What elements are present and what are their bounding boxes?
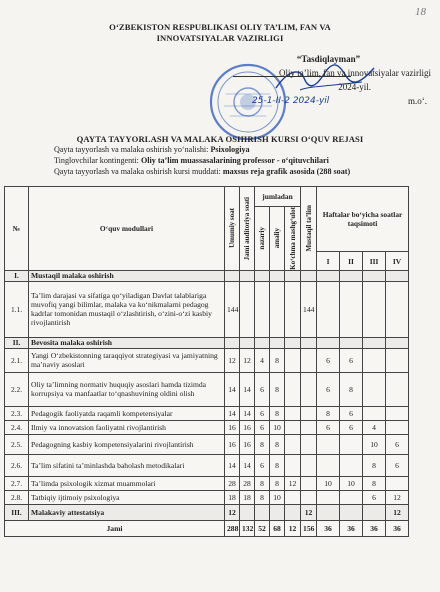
cell-must bbox=[301, 434, 317, 454]
cell-w4: 6 bbox=[386, 434, 409, 454]
cell-kochma bbox=[285, 454, 301, 476]
header-practical bbox=[270, 207, 285, 271]
cell-kochma: 12 bbox=[285, 520, 301, 536]
meta-contingent-value: Oliy ta’lim muassasalarining professor - o‘qituvchilari bbox=[140, 156, 329, 165]
cell-w2 bbox=[340, 434, 363, 454]
meta-contingent-label: Tinglovchilar kontingenti: bbox=[54, 156, 139, 165]
cell-total: 14 bbox=[225, 406, 240, 420]
cell-w4 bbox=[386, 337, 409, 348]
cell-w1 bbox=[317, 434, 340, 454]
cell-w3 bbox=[363, 504, 386, 520]
approval-position: Oliy ta’lim, fan va innovatsiyalar vazirligi bbox=[279, 68, 431, 78]
cell-kochma bbox=[285, 348, 301, 372]
cell-ama: 8 bbox=[270, 476, 285, 490]
cell-total: 12 bbox=[225, 348, 240, 372]
meta-duration-label: Qayta tayyorlash va malaka oshirish kursi muddati: bbox=[54, 167, 221, 176]
cell-total: 14 bbox=[225, 454, 240, 476]
meta-direction bbox=[54, 144, 350, 155]
row-number: 1.1. bbox=[5, 281, 29, 337]
header-visiting bbox=[285, 207, 301, 271]
header-week-4: IV bbox=[386, 252, 409, 271]
approval-year: 2024-yil. bbox=[338, 82, 371, 92]
cell-must bbox=[301, 420, 317, 434]
cell-ama: 10 bbox=[270, 420, 285, 434]
cell-w2 bbox=[340, 454, 363, 476]
header-theory-label: nazariy bbox=[258, 227, 266, 250]
cell-ama bbox=[270, 281, 285, 337]
cell-ama bbox=[270, 504, 285, 520]
cell-must bbox=[301, 270, 317, 281]
cell-aud bbox=[240, 270, 255, 281]
cell-w4: 12 bbox=[386, 490, 409, 504]
table-row bbox=[5, 434, 409, 454]
cell-naz: 8 bbox=[255, 490, 270, 504]
header-including: jumladan bbox=[255, 187, 301, 207]
cell-ama: 8 bbox=[270, 454, 285, 476]
cell-aud bbox=[240, 337, 255, 348]
cell-w4: 12 bbox=[386, 504, 409, 520]
row-number: 2.7. bbox=[5, 476, 29, 490]
cell-w3 bbox=[363, 406, 386, 420]
meta-direction-value: Psixologiya bbox=[210, 145, 250, 154]
table-row bbox=[5, 420, 409, 434]
handwritten-date: 25-1-II-2 2024-yil bbox=[252, 96, 330, 106]
cell-aud bbox=[240, 504, 255, 520]
ministry-header bbox=[0, 22, 440, 44]
table-row bbox=[5, 281, 409, 337]
row-number: 2.2. bbox=[5, 372, 29, 406]
cell-ama: 8 bbox=[270, 406, 285, 420]
cell-naz: 6 bbox=[255, 454, 270, 476]
cell-kochma bbox=[285, 372, 301, 406]
row-module-name: Tatbiqiy ijtimoiy psixologiya bbox=[29, 490, 225, 504]
row-module-name: Mustaqil malaka oshirish bbox=[29, 270, 225, 281]
cell-total bbox=[225, 337, 240, 348]
cell-aud: 132 bbox=[240, 520, 255, 536]
cell-w1: 10 bbox=[317, 476, 340, 490]
cell-ama: 8 bbox=[270, 372, 285, 406]
cell-w4: 6 bbox=[386, 454, 409, 476]
cell-kochma: 12 bbox=[285, 476, 301, 490]
row-number: 2.1. bbox=[5, 348, 29, 372]
cell-ama bbox=[270, 337, 285, 348]
cell-aud: 14 bbox=[240, 406, 255, 420]
section-row bbox=[5, 337, 409, 348]
header-week-1: I bbox=[317, 252, 340, 271]
cell-w3 bbox=[363, 372, 386, 406]
row-module-name: Bevosita malaka oshirish bbox=[29, 337, 225, 348]
meta-direction-label: Qayta tayyorlash va malaka oshirish yo‘nalishi: bbox=[54, 145, 209, 154]
cell-must: 12 bbox=[301, 504, 317, 520]
cell-must: 156 bbox=[301, 520, 317, 536]
row-number: 2.8. bbox=[5, 490, 29, 504]
cell-w4 bbox=[386, 348, 409, 372]
meta-contingent bbox=[54, 155, 350, 166]
cell-w2 bbox=[340, 490, 363, 504]
cell-w2 bbox=[340, 337, 363, 348]
cell-w2 bbox=[340, 504, 363, 520]
cell-total: 28 bbox=[225, 476, 240, 490]
cell-must bbox=[301, 476, 317, 490]
cell-naz: 6 bbox=[255, 420, 270, 434]
cell-naz bbox=[255, 281, 270, 337]
table-row bbox=[5, 406, 409, 420]
document-title: QAYTA TAYYORLASH VA MALAKA OSHIRISH KURSI O‘QUV REJASI bbox=[76, 134, 364, 144]
cell-aud: 12 bbox=[240, 348, 255, 372]
cell-w1 bbox=[317, 270, 340, 281]
row-number: 2.5. bbox=[5, 434, 29, 454]
row-name: Jami bbox=[5, 520, 225, 536]
header-auditorium bbox=[240, 187, 255, 271]
cell-ama: 68 bbox=[270, 520, 285, 536]
cell-naz bbox=[255, 270, 270, 281]
header-auditorium-label: Jami auditoriya soati bbox=[243, 196, 251, 261]
cell-w1 bbox=[317, 281, 340, 337]
header-num: № bbox=[5, 187, 29, 271]
table-row bbox=[5, 372, 409, 406]
header-independent bbox=[301, 187, 317, 271]
row-module-name: Yangi O‘zbekistonning taraqqiyot strategiyasi va jamiyatning ma’naviy asoslari bbox=[29, 348, 225, 372]
cell-total: 12 bbox=[225, 504, 240, 520]
table-row bbox=[5, 348, 409, 372]
cell-w1 bbox=[317, 454, 340, 476]
header-week-2: II bbox=[340, 252, 363, 271]
cell-aud: 18 bbox=[240, 490, 255, 504]
cell-w2: 8 bbox=[340, 372, 363, 406]
cell-kochma bbox=[285, 434, 301, 454]
approval-title: “Tasdiqlayman” bbox=[296, 54, 361, 64]
signature-line bbox=[233, 76, 351, 77]
header-weekly: Haftalar bo‘yicha soatlar taqsimoti bbox=[317, 187, 409, 252]
cell-ama: 8 bbox=[270, 348, 285, 372]
cell-w2: 6 bbox=[340, 406, 363, 420]
cell-kochma bbox=[285, 406, 301, 420]
cell-w4: 36 bbox=[386, 520, 409, 536]
meta-duration bbox=[54, 166, 350, 177]
header-theory bbox=[255, 207, 270, 271]
document-meta bbox=[54, 144, 350, 177]
cell-ama bbox=[270, 270, 285, 281]
cell-w1: 36 bbox=[317, 520, 340, 536]
cell-must: 144 bbox=[301, 281, 317, 337]
cell-naz bbox=[255, 337, 270, 348]
cell-total bbox=[225, 270, 240, 281]
cell-total: 18 bbox=[225, 490, 240, 504]
header-total-label: Umumiy soat bbox=[228, 208, 236, 249]
cell-w1: 6 bbox=[317, 348, 340, 372]
header-total bbox=[225, 187, 240, 271]
section-row bbox=[5, 270, 409, 281]
cell-total: 16 bbox=[225, 434, 240, 454]
cell-aud: 14 bbox=[240, 372, 255, 406]
header-modules: O‘quv modullari bbox=[29, 187, 225, 271]
header-visiting-label: Ko‘chma mashg‘ulot bbox=[288, 207, 297, 270]
cell-w3: 8 bbox=[363, 476, 386, 490]
row-number: 2.6. bbox=[5, 454, 29, 476]
cell-w1: 6 bbox=[317, 372, 340, 406]
cell-w2 bbox=[340, 270, 363, 281]
table-row bbox=[5, 476, 409, 490]
cell-naz: 52 bbox=[255, 520, 270, 536]
curriculum-table-body bbox=[5, 270, 409, 536]
cell-w3: 4 bbox=[363, 420, 386, 434]
cell-aud: 16 bbox=[240, 434, 255, 454]
cell-w3 bbox=[363, 337, 386, 348]
cell-w3: 6 bbox=[363, 490, 386, 504]
cell-w1 bbox=[317, 490, 340, 504]
cell-w2 bbox=[340, 281, 363, 337]
cell-total: 144 bbox=[225, 281, 240, 337]
cell-naz: 8 bbox=[255, 434, 270, 454]
cell-naz: 4 bbox=[255, 348, 270, 372]
seal-mark: m.o‘. bbox=[408, 96, 427, 106]
row-module-name: Ta’limda psixologik xizmat muammolari bbox=[29, 476, 225, 490]
cell-aud: 28 bbox=[240, 476, 255, 490]
cell-w1 bbox=[317, 504, 340, 520]
cell-must bbox=[301, 337, 317, 348]
cell-kochma bbox=[285, 420, 301, 434]
cell-w1 bbox=[317, 337, 340, 348]
cell-total: 288 bbox=[225, 520, 240, 536]
curriculum-table bbox=[4, 186, 409, 537]
cell-naz: 6 bbox=[255, 372, 270, 406]
ministry-line-2: INNOVATSIYALAR VAZIRLIGI bbox=[156, 33, 284, 43]
cell-must bbox=[301, 406, 317, 420]
cell-ama: 8 bbox=[270, 434, 285, 454]
header-practical-label: amaliy bbox=[273, 228, 281, 249]
cell-kochma bbox=[285, 337, 301, 348]
cell-total: 14 bbox=[225, 372, 240, 406]
table-row bbox=[5, 454, 409, 476]
cell-w4 bbox=[386, 420, 409, 434]
cell-must bbox=[301, 372, 317, 406]
cell-w4 bbox=[386, 476, 409, 490]
meta-duration-value: maxsus reja grafik asosida (288 soat) bbox=[222, 167, 351, 176]
cell-must bbox=[301, 348, 317, 372]
ministry-line-1: O‘ZBEKISTON RESPUBLIKASI OLIY TA’LIM, FAN VA bbox=[109, 22, 331, 32]
row-number: 2.4. bbox=[5, 420, 29, 434]
cell-kochma bbox=[285, 504, 301, 520]
cell-w3 bbox=[363, 281, 386, 337]
row-module-name: Ta’lim sifatini ta’minlashda baholash metodikalari bbox=[29, 454, 225, 476]
cell-must bbox=[301, 454, 317, 476]
header-independent-label: Mustaqil ta’lim bbox=[304, 205, 313, 252]
row-module-name: Oliy ta’limning normativ huquqiy asoslari hamda tizimda korrupsiya va manfaatlar to‘qnashuvining oldini olish bbox=[29, 372, 225, 406]
row-module-name: Malakaviy attestatsiya bbox=[29, 504, 225, 520]
cell-kochma bbox=[285, 281, 301, 337]
total-row bbox=[5, 520, 409, 536]
cell-kochma bbox=[285, 490, 301, 504]
cell-must bbox=[301, 490, 317, 504]
cell-w4 bbox=[386, 406, 409, 420]
row-number: II. bbox=[5, 337, 29, 348]
row-module-name: Ta’lim darajasi va sifatiga qo‘yiladigan Davlat talablariga muvofiq yangi bilimlar, malaka va ko‘nikmalarni pedagog kadrlar tomonidan mustaqil o‘zlashtirish, o‘zini-o‘zi kasbiy rivojlantirish bbox=[29, 281, 225, 337]
cell-ama: 10 bbox=[270, 490, 285, 504]
cell-w1: 6 bbox=[317, 420, 340, 434]
row-number: I. bbox=[5, 270, 29, 281]
cell-w4 bbox=[386, 281, 409, 337]
cell-kochma bbox=[285, 270, 301, 281]
table-row bbox=[5, 490, 409, 504]
cell-w1: 8 bbox=[317, 406, 340, 420]
section-row bbox=[5, 504, 409, 520]
cell-w3 bbox=[363, 348, 386, 372]
row-module-name: Pedagogning kasbiy kompetensiyalarini rivojlantirish bbox=[29, 434, 225, 454]
cell-naz: 8 bbox=[255, 476, 270, 490]
cell-aud: 14 bbox=[240, 454, 255, 476]
cell-naz bbox=[255, 504, 270, 520]
row-module-name: Pedagogik faoliyatda raqamli kompetensiyalar bbox=[29, 406, 225, 420]
cell-naz: 6 bbox=[255, 406, 270, 420]
cell-w4 bbox=[386, 372, 409, 406]
cell-w2: 6 bbox=[340, 420, 363, 434]
cell-aud bbox=[240, 281, 255, 337]
cell-total: 16 bbox=[225, 420, 240, 434]
row-number: 2.3. bbox=[5, 406, 29, 420]
cell-w2: 10 bbox=[340, 476, 363, 490]
cell-w3: 8 bbox=[363, 454, 386, 476]
cell-w3 bbox=[363, 270, 386, 281]
cell-w2: 36 bbox=[340, 520, 363, 536]
cell-w3: 36 bbox=[363, 520, 386, 536]
cell-aud: 16 bbox=[240, 420, 255, 434]
cell-w2: 6 bbox=[340, 348, 363, 372]
cell-w4 bbox=[386, 270, 409, 281]
page-number: 18 bbox=[415, 6, 426, 18]
header-week-3: III bbox=[363, 252, 386, 271]
row-number: III. bbox=[5, 504, 29, 520]
row-module-name: Ilmiy va innovatsion faoliyatni rivojlantirish bbox=[29, 420, 225, 434]
cell-w3: 10 bbox=[363, 434, 386, 454]
